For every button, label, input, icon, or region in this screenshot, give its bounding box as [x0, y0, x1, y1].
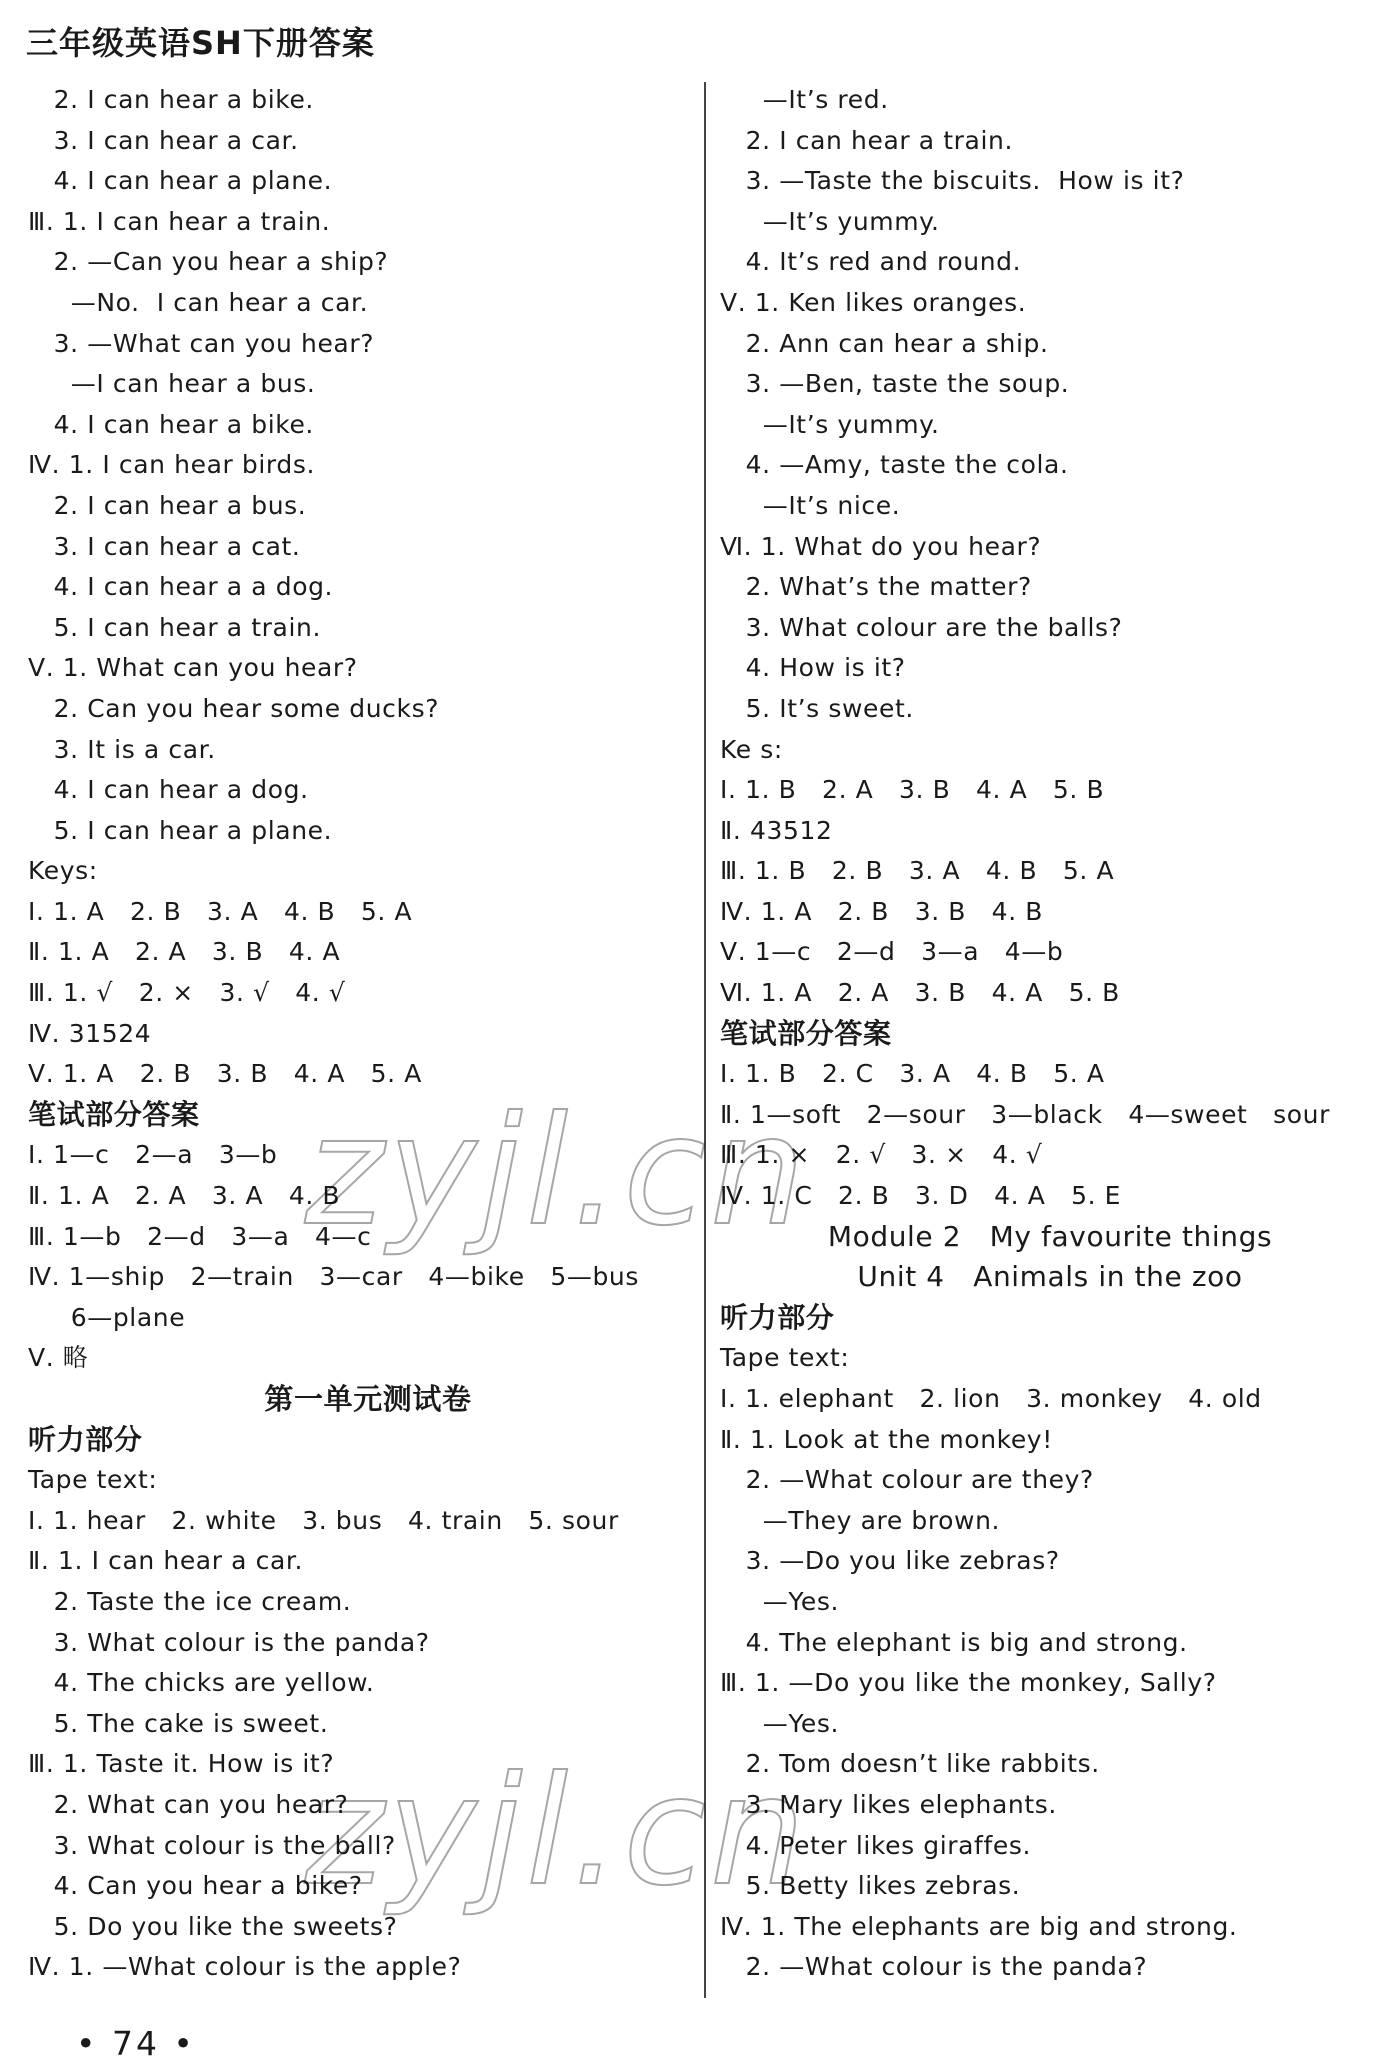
text-line: 2. Tom doesn’t like rabbits.: [720, 1749, 1100, 1779]
text-line: 3. Mary likes elephants.: [720, 1789, 1057, 1819]
text-line: Ⅲ. 1. —Do you like the monkey, Sally?: [720, 1668, 1217, 1698]
text-line: 3. I can hear a cat.: [28, 531, 301, 561]
text-line: Ⅰ. 1. A 2. B 3. A 4. B 5. A: [28, 896, 413, 926]
text-line: Ⅳ. 1. I can hear birds.: [28, 450, 316, 480]
text-line: 笔试部分答案: [720, 1016, 892, 1050]
text-line: 第一单元测试卷: [264, 1382, 472, 1416]
watermark-bottom: zyjl.cn: [305, 1745, 810, 1919]
text-line: 4. I can hear a bike.: [28, 409, 314, 439]
text-line: Ⅱ. 1. A 2. A 3. A 4. B: [28, 1181, 341, 1211]
text-line: 听力部分: [28, 1422, 143, 1456]
text-line: Ⅲ. 1. I can hear a train.: [28, 206, 331, 236]
text-line: Ⅰ. 1. hear 2. white 3. bus 4. train 5. sour: [28, 1505, 619, 1535]
text-line: —Yes.: [720, 1708, 840, 1738]
text-line: 3. I can hear a car.: [28, 125, 299, 155]
text-line: Ⅱ. 1—soft 2—sour 3—black 4—sweet sour: [720, 1099, 1330, 1129]
text-line: —It’s red.: [720, 85, 889, 114]
text-line: 5. The cake is sweet.: [28, 1708, 329, 1738]
text-line: Ⅱ. 1. A 2. A 3. B 4. A: [28, 937, 341, 967]
text-line: 4. —Amy, taste the cola.: [720, 450, 1069, 480]
text-line: 3. —Ben, taste the soup.: [720, 369, 1070, 399]
watermark-top: zyjl.cn: [305, 1085, 810, 1259]
text-line: Ⅲ. 1. Taste it. How is it?: [28, 1749, 335, 1779]
text-line: 5. I can hear a train.: [28, 612, 321, 642]
text-line: Unit 4 Animals in the zoo: [857, 1260, 1243, 1294]
text-line: 2. What’s the matter?: [720, 572, 1032, 602]
text-line: 2. Can you hear some ducks?: [28, 693, 440, 723]
text-line: —Yes.: [720, 1586, 840, 1616]
text-line: Ⅲ. 1. √ 2. × 3. √ 4. √: [28, 978, 346, 1008]
text-line: Ⅴ. 1. A 2. B 3. B 4. A 5. A: [28, 1059, 422, 1089]
text-line: Ⅲ. 1. × 2. √ 3. × 4. √: [720, 1140, 1043, 1170]
text-line: 5. Do you like the sweets?: [28, 1911, 398, 1941]
text-line: Ⅵ. 1. A 2. A 3. B 4. A 5. B: [720, 978, 1120, 1008]
text-line: 3. —What can you hear?: [28, 328, 375, 358]
text-line: 听力部分: [720, 1300, 835, 1334]
text-line: —They are brown.: [720, 1505, 1001, 1535]
text-line: 4. I can hear a plane.: [28, 166, 333, 196]
text-line: Ⅴ. 1. What can you hear?: [28, 653, 358, 683]
text-line: Ⅴ. 1—c 2—d 3—a 4—b: [720, 937, 1064, 967]
text-line: Ⅲ. 1—b 2—d 3—a 4—c: [28, 1221, 372, 1251]
text-line: Ⅰ. 1. B 2. C 3. A 4. B 5. A: [720, 1059, 1105, 1089]
text-line: —It’s yummy.: [720, 409, 940, 439]
text-line: 4. I can hear a dog.: [28, 775, 309, 805]
text-line: 5. Betty likes zebras.: [720, 1871, 1021, 1901]
left-column: [28, 80, 708, 1988]
text-line: 5. I can hear a plane.: [28, 815, 333, 845]
text-line: 2. —Can you hear a ship?: [28, 247, 389, 277]
text-line: 4. Can you hear a bike?: [28, 1871, 363, 1901]
text-line: Ⅳ. 31524: [28, 1018, 152, 1048]
text-line: Ⅲ. 1. B 2. B 3. A 4. B 5. A: [720, 856, 1115, 886]
text-line: 3. What colour is the ball?: [28, 1830, 396, 1860]
right-column: [720, 80, 1380, 1988]
text-line: Ⅱ. 1. I can hear a car.: [28, 1546, 304, 1576]
text-line: 3. What colour is the panda?: [28, 1627, 430, 1657]
text-line: —It’s nice.: [720, 490, 901, 520]
text-line: 2. What can you hear?: [28, 1789, 349, 1819]
text-line: Keys:: [28, 856, 98, 886]
text-line: Ⅰ. 1. elephant 2. lion 3. monkey 4. old: [720, 1384, 1262, 1413]
text-line: Ⅰ. 1—c 2—a 3—b: [28, 1140, 278, 1170]
text-line: 笔试部分答案: [28, 1097, 200, 1131]
text-line: 2. I can hear a train.: [720, 125, 1013, 155]
text-line: Ⅰ. 1. B 2. A 3. B 4. A 5. B: [720, 775, 1105, 805]
text-line: —No. I can hear a car.: [28, 287, 369, 317]
text-line: 3. —Do you like zebras?: [720, 1546, 1060, 1576]
text-line: 2. I can hear a bus.: [28, 490, 307, 520]
text-line: 2. Ann can hear a ship.: [720, 328, 1049, 358]
text-line: Ⅳ. 1—ship 2—train 3—car 4—bike 5—bus: [28, 1262, 639, 1292]
text-line: Ⅱ. 1. Look at the monkey!: [720, 1424, 1053, 1454]
text-line: Ⅳ. 1. C 2. B 3. D 4. A 5. E: [720, 1181, 1122, 1211]
text-line: 6—plane: [28, 1302, 186, 1332]
column-divider: [704, 82, 706, 1998]
text-line: Ⅴ. 略: [28, 1343, 89, 1373]
text-line: Ⅱ. 43512: [720, 815, 833, 845]
page-title: 三年级英语SH下册答案: [26, 24, 375, 62]
text-line: 2. Taste the ice cream.: [28, 1586, 352, 1616]
text-line: —I can hear a bus.: [28, 369, 316, 399]
text-line: 3. What colour are the balls?: [720, 612, 1123, 642]
text-line: 2. I can hear a bike.: [28, 85, 314, 114]
text-line: —It’s yummy.: [720, 206, 940, 236]
text-line: Ⅳ. 1. The elephants are big and strong.: [720, 1911, 1238, 1941]
text-line: Tape text:: [28, 1465, 158, 1495]
text-line: 4. I can hear a a dog.: [28, 572, 334, 602]
text-line: 3. It is a car.: [28, 734, 216, 764]
text-line: Ⅴ. 1. Ken likes oranges.: [720, 287, 1027, 317]
text-line: Ⅳ. 1. A 2. B 3. B 4. B: [720, 896, 1044, 926]
text-line: Module 2 My favourite things: [827, 1219, 1273, 1253]
text-line: 5. It’s sweet.: [720, 693, 914, 723]
text-line: 4. Peter likes giraffes.: [720, 1830, 1032, 1860]
text-line: 4. The chicks are yellow.: [28, 1668, 375, 1698]
text-line: Ⅵ. 1. What do you hear?: [720, 531, 1042, 561]
text-line: Ke s:: [720, 734, 783, 764]
page-number: • 74 •: [76, 2024, 196, 2063]
text-line: 3. —Taste the biscuits. How is it?: [720, 166, 1185, 196]
text-line: 4. How is it?: [720, 653, 906, 683]
text-line: Ⅳ. 1. —What colour is the apple?: [28, 1952, 462, 1982]
text-line: 4. It’s red and round.: [720, 247, 1022, 277]
text-line: 2. —What colour are they?: [720, 1465, 1094, 1495]
text-line: Tape text:: [720, 1343, 850, 1373]
text-line: 4. The elephant is big and strong.: [720, 1627, 1188, 1657]
text-line: 2. —What colour is the panda?: [720, 1952, 1148, 1982]
